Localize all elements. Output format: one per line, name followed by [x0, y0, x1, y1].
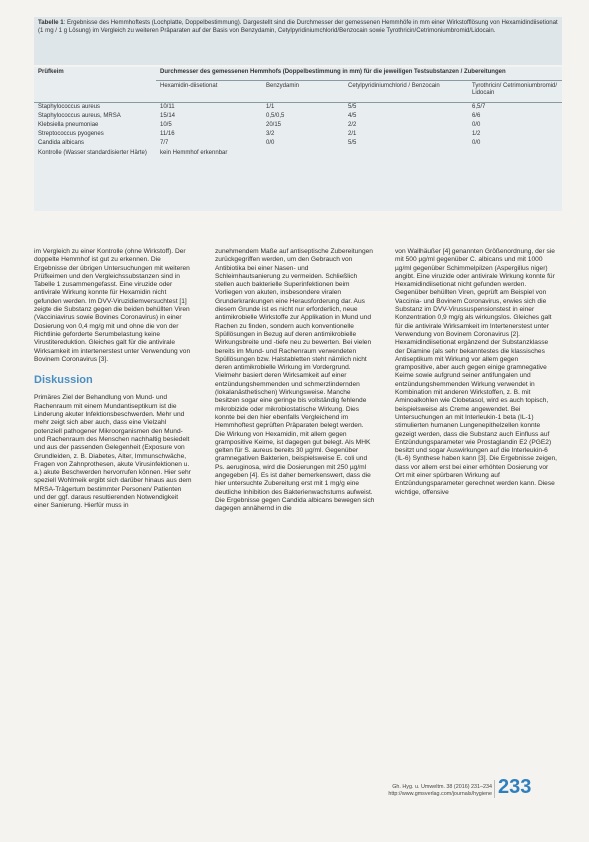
table-row — [34, 149, 562, 158]
row-name: Staphylococcus aureus — [38, 103, 101, 110]
journal-footer — [352, 784, 492, 798]
subheader-tyrothricin: Tyrothricin/ Cetrimoniumbromid/ Lidocain — [468, 81, 562, 102]
subheader-hexamidin: Hexamidin-diisetionat — [156, 81, 262, 102]
column-middle — [215, 248, 375, 514]
paragraph: im Vergleich zu einer Kontrolle (ohne Wirkstoff). Der doppelte Hemmhof ist gut zu erkennen. Die Ergebnisse der übrigen Untersuchungen mit weiteren Prüfkeimen und den Vergleichssubstanzen sind in Tabelle 1 zusammengefasst. Eine viruzide oder antivirale Wirkung konnte für Hexamidin nicht gefunden werden. Im DVV-Viruzidiemversuchtest [1] zeigte die Substanz gegen die beiden behüllten Viren (Vacciniavirus sowie Bovines Coronavirus) in einer Dosierung von 0,4 mg/g mit und ohne die von der Richtlinie geforderte Serumbelastung keine Virustitereduktion. Gleiches galt für die antivirale Wirksamkeit im intertenerstest unter Verwendung von Bovinem Coronavirus [3]. — [34, 248, 191, 363]
column-left — [34, 248, 194, 511]
cell: 6,5/7 — [472, 103, 486, 110]
subheader-cetylpyridinium: Cetylpyridiniumchlorid / Benzocain — [344, 81, 468, 102]
table-row — [34, 112, 562, 121]
row-name: Candida albicans — [38, 140, 85, 147]
cell: 0/0 — [472, 122, 481, 129]
row-name: Staphylococcus aureus, MRSA — [38, 112, 121, 119]
footer-divider — [494, 780, 495, 798]
row-name: Klebsiella pneumoniae — [38, 122, 99, 129]
column-right — [395, 248, 559, 497]
cell: 1/2 — [472, 131, 481, 138]
table-row — [34, 139, 562, 148]
citation: Gh. Hyg. u. Umweltm. 38 (2016) 231–234 — [392, 784, 492, 790]
body-columns — [34, 248, 562, 778]
cell: 10/5 — [160, 122, 172, 129]
page-number: 233 — [498, 776, 532, 798]
paragraph: von Wallhäußer [4] genannten Größenordnung, der sie mit 500 µg/ml gegenüber C. albicans und mit 1000 µg/ml gegenüber Schimmelpilzen (Aspergillus niger) angibt. Eine viruzide oder antivirale Wirkung konnte für Hexamidindiisetionat nicht gefunden werden. Gegenüber behüllten Viren, geprüft am Beispiel von Vaccinia- und Bovinem Coronavirus, erwies sich die Substanz im DVV-Virussuspensionstest in einer Konzentration 0,9 mg/g als wirkungslos. Gleiches galt für die antivirale Wirksamkeit im Intertenerstest unter Verwendung von Bovinem Coronavirus [2]. Hexamidindiisetionat ergänzend der Substanzklasse der Diamine (als sehr bekanntestes die klassisches Antiseptikum mit Wirkung vor allem gegen grampositive, aber auch gegen einige gramnegative Keime sowie aufgrund seiner antifungalen und entzündungshemmenden Wirkung verwendet in Kombination mit anderen Wirkstoffen, z. B. mit Aminoalkohlen wie Clobetasol, wird es auch topisch, beispielsweise als Creme angewendet. Bei Untersuchungen an mit Interleukin-1 beta (IL-1) stimulierten humanen Lungenepithelzellen konnte gezeigt werden, dass die Substanz auch Einfluss auf Entzündungsparameter wie Prostaglandin E2 (PGE2) besitzt und sogar Auswirkungen auf die Interleukin-6 (IL-6) Synthese haben kann [3]. Die Ergebnisse zeigen, dass vor allem erst bei einer erhöhten Dosierung vor Ort mit einer spürbaren Wirkung auf Entzündungsparameter gerechnet werden kann. Diese wichtige, offensive — [395, 248, 558, 496]
caption-label: Tabelle 1 — [38, 19, 64, 26]
subheader-benzydamin: Benzydamin — [262, 81, 344, 102]
cell: 5/5 — [348, 103, 357, 110]
cell: 0/0 — [472, 140, 481, 147]
caption-text: Ergebnisse des Hemmhoftests (Lochplatte, Doppelbestimmung). Dargestellt sind die Durchmesser der gemessenen Hemmhöfe in mm einer Wirkstofflösung von Hexamidindiisetionat (1 mg / 1 g Lösung) im Vergleich zu weiteren Präparaten auf der Basis von Benzydamin, Cetylpyridiniumchlorid/Benzocain sowie Tyrothricin/Cetrimoniumbromid/Lidocain. — [38, 19, 558, 35]
table-row — [34, 130, 562, 139]
table-row — [34, 121, 562, 130]
cell: 2/2 — [348, 122, 357, 129]
results-table — [34, 69, 562, 158]
cell: 1/1 — [266, 103, 275, 110]
cell-span: kein Hemmhof erkennbar — [160, 149, 228, 156]
row-name: Kontrolle (Wasser standardisierter Härte) — [38, 149, 147, 156]
paragraph: Primäres Ziel der Behandlung von Mund- und Rachenraum mit einem Mundantiseptikum ist die Linderung akuter Infektionsbeschwerden. Mehr und mehr zeigt sich aber auch, dass eine Vielzahl potenziell pathogener Mikroorganismen den Mund- und Rachenraum des Menschen nachhaltig besiedelt und aus der passenden Gelegenheit (Exposure von Grundleiden, z. B. Diabetes, Alter, Immunschwäche, Fragen von Zahnprothesen, akute Virusinfektionen u. a.) akute Beschwerden hervorrufen können. Hier sehr speziell Wohlmeik ergibt sich darüber hinaus aus dem MRSA-Trägertum bestimmter Personen/ Patienten und der ggf. daraus resultierenden Notwendigkeit einer Sanierung. Hierfür muss in — [34, 394, 192, 510]
cell: 15/14 — [160, 112, 176, 119]
header-organism: Prüfkeim — [34, 69, 156, 102]
header-group: Durchmesser des gemessenen Hemmhofs (Doppelbestimmung in mm) für die jeweiligen Testsubstanzen / Zubereitungen — [156, 69, 562, 81]
cell: 5/5 — [348, 140, 357, 147]
section-heading: Diskussion — [34, 374, 93, 387]
cell: 7/7 — [160, 140, 169, 147]
cell: 6/6 — [472, 112, 481, 119]
cell: 3/2 — [266, 131, 275, 138]
cell: 2/1 — [348, 131, 357, 138]
cell: 11/16 — [160, 131, 175, 138]
row-name: Streptococcus pyogenes — [38, 131, 104, 138]
table-row — [34, 102, 562, 112]
cell: 0/0 — [266, 140, 275, 147]
paragraph: zunehmendem Maße auf antiseptische Zubereitungen zurückgegriffen werden, um den Gebrauch von Antibiotika bei einer Nasen- und Schleimhautsanierung zu vermeiden. Schließlich stellen auch bakterielle Superinfektionen beim Vorliegen von akuten, insbesondere viralen Grunderkrankungen eine Herausforderung dar. Aus diesem Grunde ist es nicht nur erforderlich, neue antimikrobielle Wirkstoffe zur Applikation in Mund und Rachen zu finden, sondern auch konventionelle Spüllösungen in Bezug auf deren antimikrobielle Wirkungsbreite und -tiefe neu zu bewerten. Bei vielen bereits im Mund- und Rachenraum verwendeten Spüllösungen bzw. Halstabletten steht nämlich nicht deren antimikrobielle Wirkung im Vordergrund. Vielmehr basiert deren Wirksamkeit auf einer entzündungshemmenden und schmerzlindernden (lokalanästhetischen) Wirkungsweise. Manche besitzen sogar eine geringe bis vollständig fehlende mikrobizide oder mikrobiostatische Wirkung. Dies konnte bei den hier ebenfalls Vergleichend im Hemmhoftest geprüften Präparaten belegt werden. Die Wirkung von Hexamidin, mit allem gegen grampositive Keime, ist dagegen gut belegt. Als MHK gelten für S. aureus bereits 30 µg/ml. Gegenüber gramnegativen Bakterien, beispielsweise E. coli und Ps. aeruginosa, wird die Dosierungen mit 250 µg/ml angegeben [4]. Es ist daher bemerkenswert, dass die hier untersuchte Zubereitung erst mit 1 mg/g eine deutliche Inhibition des Bakterienwachstums aufweist. Die Ergebnisse gegen Candida albicans bewegen sich dagegen annähernd in die — [215, 248, 375, 513]
cell: 0,5/0,5 — [266, 112, 285, 119]
table-caption: Tabelle 1: Ergebnisse des Hemmhoftests (Lochplatte, Doppelbestimmung). Dargestellt sind die Durchmesser der gemessenen Hemmhöfe in mm einer Wirkstofflösung von Hexamidindiisetionat (1 mg / 1 g Lösung) im Vergleich zu weiteren Präparaten auf der Basis von Benzydamin, Cetylpyridiniumchlorid/Benzocain sowie Tyrothricin/Cetrimoniumbromid/Lidocain. — [38, 19, 558, 35]
cell: 4/5 — [348, 112, 357, 119]
cell: 10/11 — [160, 103, 175, 110]
cell: 20/15 — [266, 122, 282, 129]
journal-url[interactable]: http://www.gmsverlag.com/journals/hygiene — [388, 791, 492, 797]
